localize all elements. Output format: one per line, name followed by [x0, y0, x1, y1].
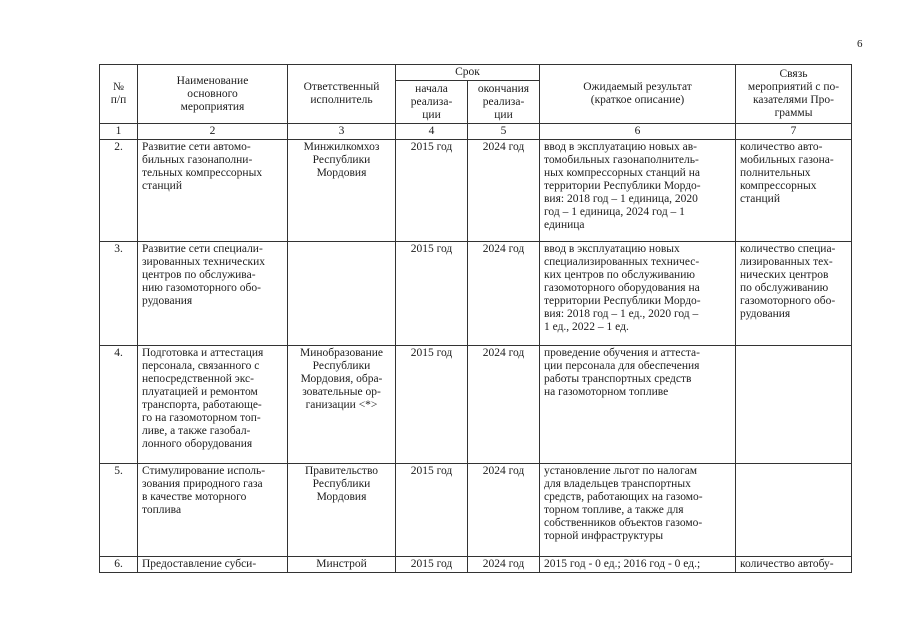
- start-year: 2015 год: [396, 140, 468, 242]
- end-year: 2024 год: [468, 346, 540, 464]
- activity-name: Развитие сети автомо- бильных газонаполни- тельных компрессорных станций: [138, 140, 288, 242]
- table-row: [100, 346, 852, 464]
- program-link: количество автобу-: [736, 557, 852, 573]
- start-year: 2015 год: [396, 346, 468, 464]
- end-year: 2024 год: [468, 242, 540, 346]
- row-num: 5.: [100, 464, 138, 557]
- row-num: 6.: [100, 557, 138, 573]
- end-year: 2024 год: [468, 464, 540, 557]
- header-end: окончания реализа- ции: [468, 81, 540, 124]
- expected-result: ввод в эксплуатацию новых специализированных техничес- ких центров по обслуживанию газомоторного оборудования на территории Республики Мордо- вия: 2018 год – 1 ед., 2020 год – 1 ед., 2022 – 1 ед.: [540, 242, 736, 346]
- end-year: 2024 год: [468, 557, 540, 573]
- program-link: количество специа- лизированных тех- нических центров по обслуживанию газомоторного обо- рудования: [736, 242, 852, 346]
- program-link: количество авто- мобильных газона- полнительных компрессорных станций: [736, 140, 852, 242]
- activity-name: Предоставление субси-: [138, 557, 288, 573]
- table-row: [100, 140, 852, 242]
- expected-result: проведение обучения и аттеста- ции персонала для обеспечения работы транспортных средств на газомоторном топливе: [540, 346, 736, 464]
- header-num: № п/п: [100, 65, 138, 124]
- header-executor: Ответственный исполнитель: [288, 65, 396, 124]
- expected-result: установление льгот по налогам для владельцев транспортных средств, работающих на газомо- торном топливе, а также для собственников объектов газомо- торной инфраструктуры: [540, 464, 736, 557]
- table-row: [100, 242, 852, 346]
- header-activity-name: Наименование основного мероприятия: [138, 65, 288, 124]
- executor: Минобразование Республики Мордовия, обра- зовательные ор- ганизации <*>: [288, 346, 396, 464]
- start-year: 2015 год: [396, 557, 468, 573]
- end-year: 2024 год: [468, 140, 540, 242]
- activity-name: Стимулирование исполь- зования природного газа в качестве моторного топлива: [138, 464, 288, 557]
- header-expected-result: Ожидаемый результат (краткое описание): [540, 65, 736, 124]
- activity-name: Подготовка и аттестация персонала, связанного с непосредственной экс- плуатацией и ремонтом транспорта, работающе- го на газомоторном топ- ливе, а также газобал- лонного оборудования: [138, 346, 288, 464]
- col-number: 4: [396, 124, 468, 140]
- col-number: 5: [468, 124, 540, 140]
- executor: [288, 242, 396, 346]
- activity-name: Развитие сети специали- зированных технических центров по обслужива- нию газомоторного обо- рудования: [138, 242, 288, 346]
- row-num: 3.: [100, 242, 138, 346]
- table-row: [100, 557, 852, 573]
- start-year: 2015 год: [396, 464, 468, 557]
- expected-result: 2015 год - 0 ед.; 2016 год - 0 ед.;: [540, 557, 736, 573]
- expected-result: ввод в эксплуатацию новых ав- томобильных газонаполнитель- ных компрессорных станций на территории Республики Мордо- вия: 2018 год – 1 единица, 2020 год – 1 единица, 2024 год – 1 единица: [540, 140, 736, 242]
- row-num: 4.: [100, 346, 138, 464]
- page-number: 6: [857, 38, 863, 50]
- start-year: 2015 год: [396, 242, 468, 346]
- header-term: Срок: [396, 65, 540, 81]
- executor: Минстрой: [288, 557, 396, 573]
- col-number: 2: [138, 124, 288, 140]
- executor: Правительство Республики Мордовия: [288, 464, 396, 557]
- col-number: 6: [540, 124, 736, 140]
- table-row: [100, 464, 852, 557]
- col-number: 7: [736, 124, 852, 140]
- executor: Минжилкомхоз Республики Мордовия: [288, 140, 396, 242]
- header-start: начала реализа- ции: [396, 81, 468, 124]
- header-program-link: Связь мероприятий с по- казателями Про- граммы: [736, 65, 852, 124]
- program-link: [736, 464, 852, 557]
- row-num: 2.: [100, 140, 138, 242]
- program-activities-table: [99, 64, 852, 573]
- program-link: [736, 346, 852, 464]
- col-number: 1: [100, 124, 138, 140]
- col-number: 3: [288, 124, 396, 140]
